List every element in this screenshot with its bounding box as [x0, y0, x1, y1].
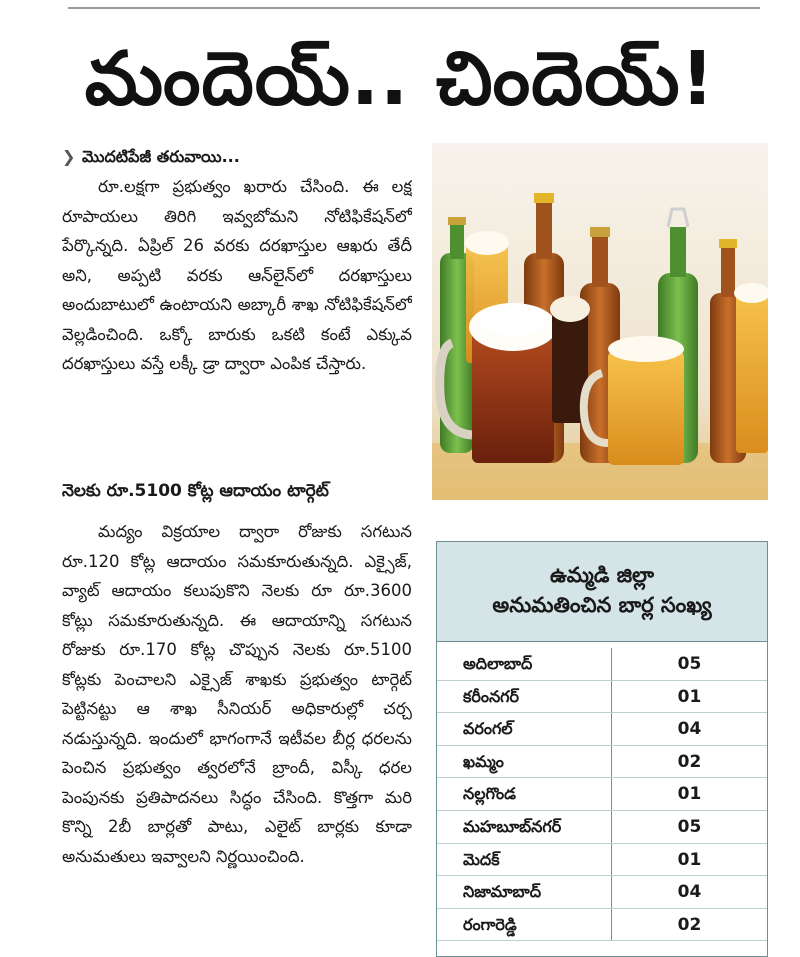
table-row [437, 844, 767, 877]
bar-count: 05 [677, 654, 702, 674]
district-name: నల్లగొండ [437, 778, 612, 810]
district-name: నిజామాబాద్ [437, 876, 612, 908]
district-name: మహబూబ్‌నగర్ [437, 811, 612, 843]
lager-glass-far-right [734, 283, 768, 453]
top-rule [68, 7, 760, 9]
table-row [437, 876, 767, 909]
table-row [437, 713, 767, 746]
district-name: అదిలాబాద్ [437, 648, 612, 680]
bar-count: 04 [677, 882, 702, 903]
table-header [437, 542, 767, 642]
district-name: రంగారెడ్డి [437, 909, 612, 941]
district-name: వరంగల్ [437, 713, 612, 745]
headline: మందెయ్.. చిందెయ్! [84, 36, 716, 122]
bar-count: 01 [677, 686, 702, 707]
table-body [437, 648, 767, 941]
continued-label: మొదటిపేజీ తరువాయి... [82, 147, 240, 166]
bar-count: 01 [677, 784, 702, 805]
bar-count: 04 [677, 719, 702, 740]
table-row [437, 681, 767, 714]
bar-permits-table [436, 541, 768, 957]
table-row [437, 648, 767, 681]
bar-count: 05 [677, 816, 702, 837]
district-name: మెదక్ [437, 844, 612, 876]
beer-illustration [432, 143, 768, 500]
table-row [437, 746, 767, 779]
district-name: కరీంనగర్ [437, 681, 612, 713]
bar-count: 02 [677, 751, 702, 772]
article-paragraph-1: రూ.లక్షగా ప్రభుత్వం ఖరారు చేసింది. ఈ లక్ష రూపాయలు తిరిగి ఇవ్వబోమని నోటిఫికేషన్‌లో పేర్కొన్నది. ఏప్రిల్ 26 వరకు దరఖాస్తుల ఆఖరు తేదీ అని, అప్పటి వరకు ఆన్‌లైన్‌లో దరఖాస్తులు అందుబాటులో ఉంటాయని అబ్కారీ శాఖ నోటిఫికేషన్‌లో వెల్లడించింది. ఒక్కో బారుకు ఒకటి కంటే ఎక్కువ దరఖాస్తులు వస్తే లక్కీ డ్రా ద్వారా ఎంపిక చేస్తారు. [62, 177, 412, 373]
table-row [437, 778, 767, 811]
continued-from-front-page [62, 146, 412, 168]
bar-count: 01 [677, 849, 702, 870]
beer-bottles-photo [432, 143, 768, 500]
table-title-line-2: అనుమతించిన బార్ల సంఖ్య [492, 593, 712, 617]
subheading: నెలకు రూ.5100 కోట్ల ఆదాయం టార్గెట్ [62, 481, 329, 501]
table-row [437, 811, 767, 844]
table-title-line-1: ఉమ్మడి జిల్లా [549, 563, 655, 587]
district-name: ఖమ్మం [437, 746, 612, 778]
chevron-right-icon: ❯ [62, 147, 76, 166]
table-row [437, 909, 767, 942]
bar-count: 02 [677, 914, 702, 935]
article-paragraph-2: మద్యం విక్రయాల ద్వారా రోజుకు సగటున రూ.120 కోట్ల ఆదాయం సమకూరుతున్నది. ఎక్సైజ్, వ్యాట్ ఆదాయం కలుపుకొని నెలకు రూ రూ.3600 కోట్లు సమకూరుతున్నది. ఈ ఆదాయాన్ని సగటున రోజుకు రూ.170 కోట్ల చొప్పున నెలకు రూ.5100 కోట్లకు పెంచాలని ఎక్సైజ్ శాఖకు ప్రభుత్వం టార్గెట్ పెట్టినట్టు ఆ శాఖ సీనియర్ అధికారుల్లో చర్చ నడుస్తున్నది. ఇందులో భాగంగానే ఇటీవల బీర్ల ధరలను పెంచిన ప్రభుత్వం త్వరలోనే బ్రాందీ, విస్కీ ధరల పెంపునకు ప్రతిపాదనలు సిద్ధం చేసింది. కొత్తగా మరి కొన్ని 2బీ బార్లతో పాటు, ఎలైట్ బార్లకు కూడా అనుమతులు ఇవ్వాలని నిర్ణయించింది. [62, 522, 412, 866]
